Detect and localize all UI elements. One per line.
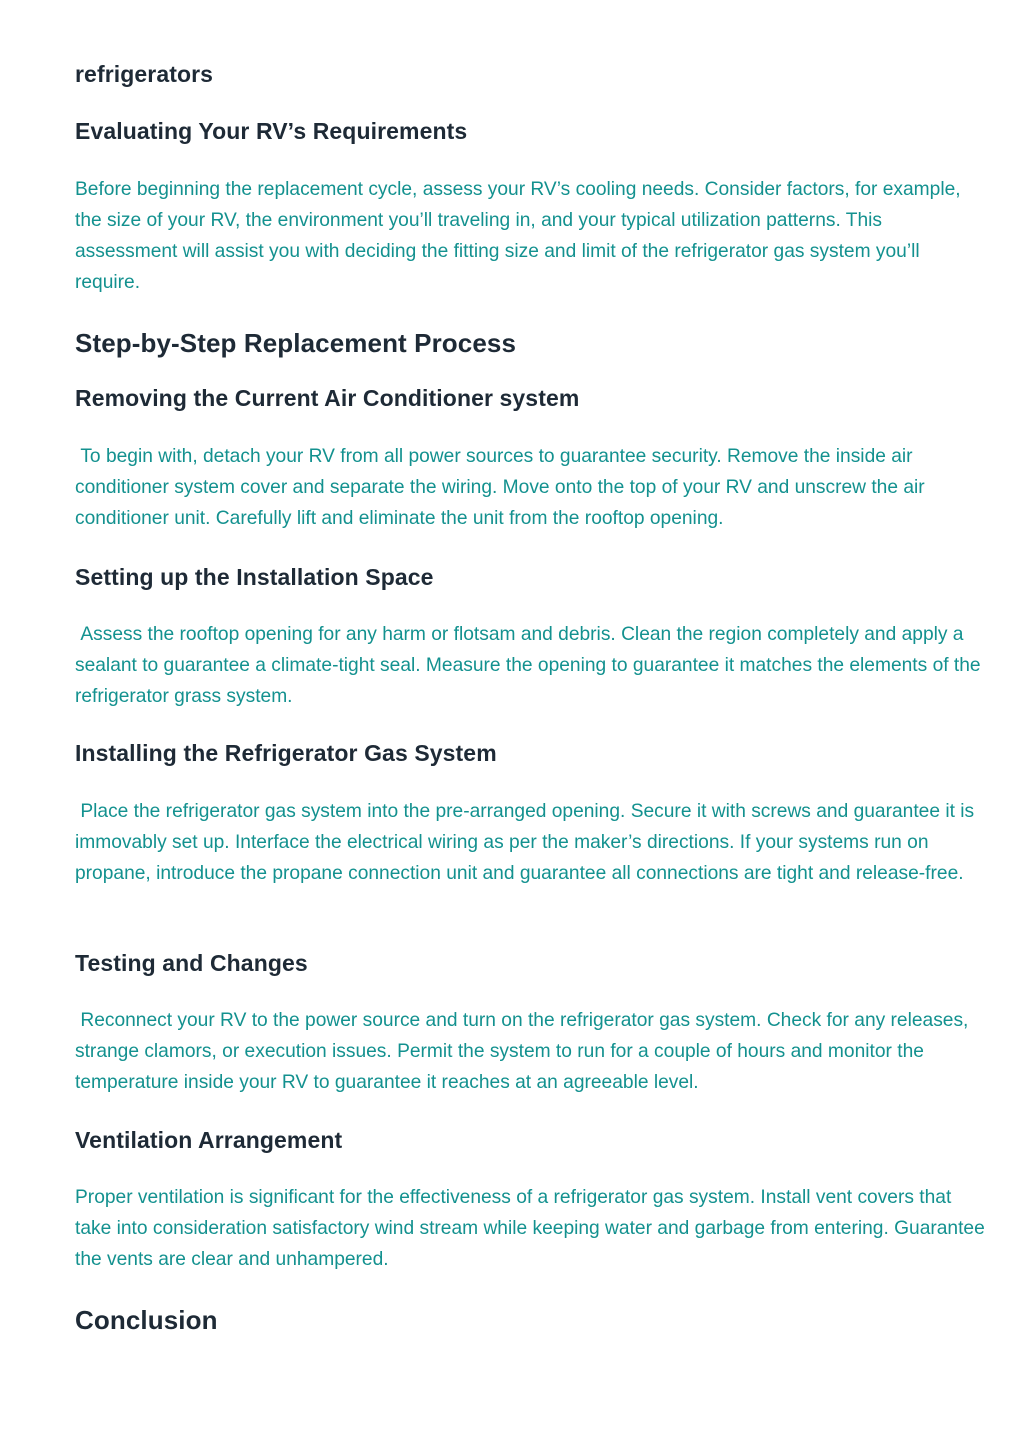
paragraph-setting-up-space: Assess the rooftop opening for any harm or flotsam and debris. Clean the region completely and apply a sealant to guarantee a climate-tight seal. Measure the opening to guarantee it matches the elements of the refrigerator grass system. bbox=[75, 624, 986, 707]
heading-testing-changes: Testing and Changes bbox=[75, 950, 308, 976]
heading-installing-system: Installing the Refrigerator Gas System bbox=[75, 740, 497, 766]
paragraph-testing-changes: Reconnect your RV to the power source and turn on the refrigerator gas system. Check for any releases, strange clamors, or execution issues. Permit the system to run for a couple of hours and monitor the temperature inside your RV to guarantee it reaches at an agreeable level. bbox=[75, 1010, 974, 1093]
paragraph-evaluating-requirements: Before beginning the replacement cycle, assess your RV’s cooling needs. Consider factors, for example, the size of your RV, the environment you’ll traveling in, and your typical utilization patterns. This assessment will assist you with deciding the fitting size and limit of the refrigerator gas system you’ll require. bbox=[75, 179, 961, 293]
heading-ventilation: Ventilation Arrangement bbox=[75, 1127, 343, 1153]
heading-setting-up-space: Setting up the Installation Space bbox=[75, 564, 434, 590]
paragraph-removing-air-conditioner: To begin with, detach your RV from all power sources to guarantee security. Remove the inside air conditioner system cover and separate the wiring. Move onto the top of your RV and unscrew the air conditioner unit. Carefully lift and eliminate the unit from the rooftop opening. bbox=[75, 446, 931, 529]
heading-conclusion: Conclusion bbox=[75, 1305, 218, 1335]
paragraph-installing-system: Place the refrigerator gas system into the pre-arranged opening. Secure it with screws and guarantee it is immovably set up. Interface the electrical wiring as per the maker’s directions. If your systems run on propane, introduce the propane connection unit and guarantee all connections are tight and release-free. bbox=[75, 801, 980, 884]
heading-evaluating-requirements: Evaluating Your RV’s Requirements bbox=[75, 118, 468, 144]
paragraph-ventilation: Proper ventilation is significant for the effectiveness of a refrigerator gas system. Install vent covers that take into consideration satisfactory wind stream while keeping water and garbage from entering. Guarantee the vents are clear and unhampered. bbox=[75, 1187, 985, 1270]
heading-refrigerators: refrigerators bbox=[75, 61, 214, 87]
heading-removing-air-conditioner: Removing the Current Air Conditioner system bbox=[75, 385, 580, 411]
heading-replacement-process: Step-by-Step Replacement Process bbox=[75, 328, 517, 358]
